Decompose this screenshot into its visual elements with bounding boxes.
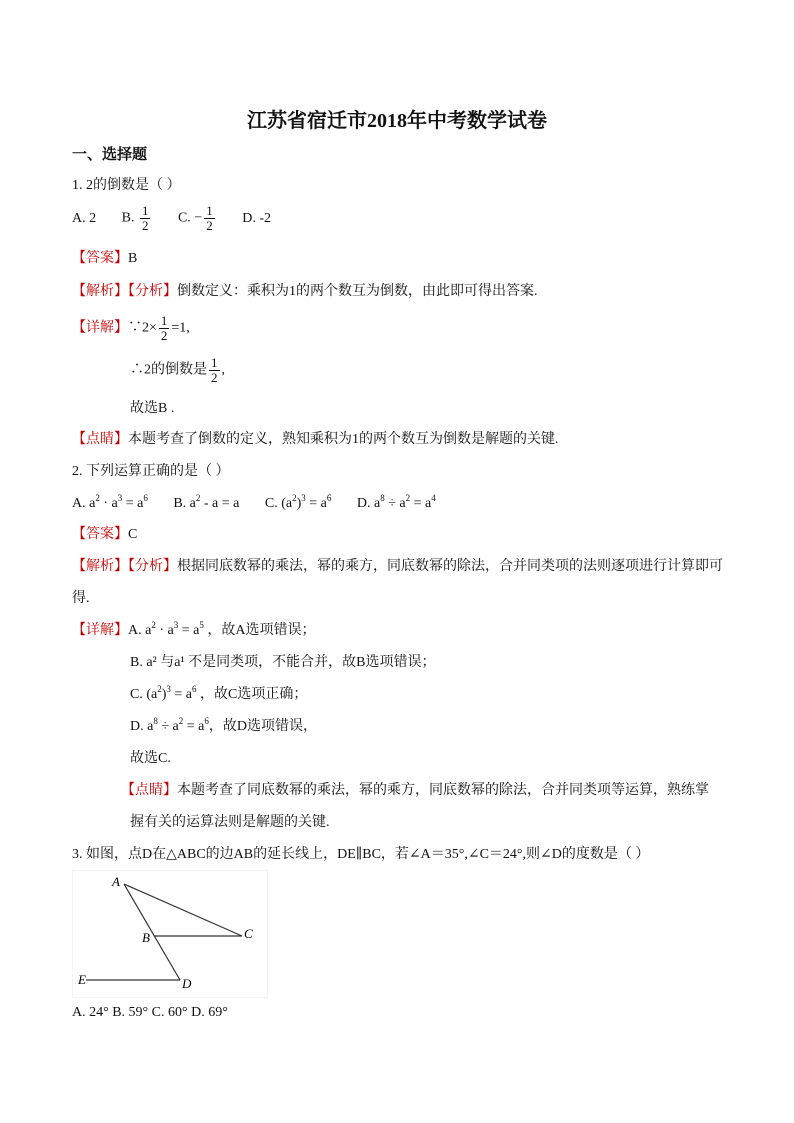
q2-stem: 2. 下列运算正确的是（ ） — [72, 464, 230, 479]
label-e: E — [78, 972, 86, 987]
q1-option-b: B. $\frac{1}{2}$ — [121, 203, 149, 233]
q2-answer: 【答案】C — [72, 527, 138, 542]
q2-detail-b: B. a² 与a¹ 不是同类项，不能合并，故B选项错误； — [130, 655, 436, 670]
q2-choose: 故选C. — [130, 751, 171, 766]
q2-analysis-line1: 【解析】【分析】根据同底数幂的乘法，幂的乘方，同底数幂的除法，合并同类项的法则逐项进行计算即可 — [72, 559, 723, 574]
q1-option-c: C. − $\frac{1}{2}$ — [177, 203, 213, 233]
q2-comment-line1: 【点睛】本题考查了同底数幂的乘法，幂的乘方，同底数幂的除法，合并同类项等运算，熟练掌 — [121, 783, 709, 798]
q1-detail-step2: ∴2的倒数是 $\frac{1}{2}$ , — [130, 355, 225, 385]
label-c: C — [244, 926, 253, 941]
q2-options: A. $a^2 \cdot a^3 = a^6$ B. $a^2 - a = a$ C. $(a^2)^3 = a^6$ D. $a^8 \div a^2 = a^4$ — [72, 493, 436, 511]
q1-option-d: D. -2 — [242, 210, 271, 226]
q1-stem: 1. 2的倒数是（ ） — [72, 178, 181, 193]
fraction: $\frac{1}{2}$ — [206, 203, 213, 233]
q2-analysis-line2: 得. — [72, 591, 90, 606]
q3-options: A. 24° B. 59° C. 60° D. 69° — [72, 1005, 228, 1020]
q1-detail-step3: 故选B . — [130, 401, 175, 416]
q1-answer: 【答案】B — [72, 251, 138, 266]
q1-options — [72, 204, 293, 233]
section-heading: 一、选择题 — [72, 147, 148, 163]
q3-stem: 3. 如图，点D在△ABC的边AB的延长线上，DE∥BC，若∠A＝35°,∠C＝24°,则∠D的度数是（ ） — [72, 847, 650, 862]
label-a: A — [112, 874, 120, 889]
q1-analysis: 【解析】【分析】倒数定义：乘积为1的两个数互为倒数，由此即可得出答案. — [72, 284, 538, 299]
q2-detail-a: 【详解】A. $a^2 \cdot a^3 = a^5$ ，故A选项错误； — [72, 620, 316, 638]
label-b: B — [142, 930, 150, 945]
q2-detail-c: C. $(a^2)^3 = a^6$ ，故C选项正确； — [130, 684, 308, 702]
q2-comment-line2: 握有关的运算法则是解题的关键. — [130, 815, 330, 830]
q1-comment: 【点睛】本题考查了倒数的定义，熟知乘积为1的两个数互为倒数是解题的关键. — [72, 432, 559, 447]
label-d: D — [182, 976, 192, 991]
fraction: $\frac{1}{2}$ — [211, 355, 218, 385]
q1-detail: 【详解】∵2× $\frac{1}{2}$ =1, — [72, 313, 190, 343]
page-title: 江苏省宿迁市2018年中考数学试卷 — [247, 110, 547, 132]
q1-option-a: A. 2 — [72, 210, 97, 226]
fraction: $\frac{1}{2}$ — [160, 313, 168, 343]
fraction: $\frac{1}{2}$ — [141, 203, 149, 233]
q2-detail-d: D. $a^8 \div a^2 = a^6$，故D选项错误， — [130, 716, 317, 734]
triangle-figure — [72, 870, 268, 998]
